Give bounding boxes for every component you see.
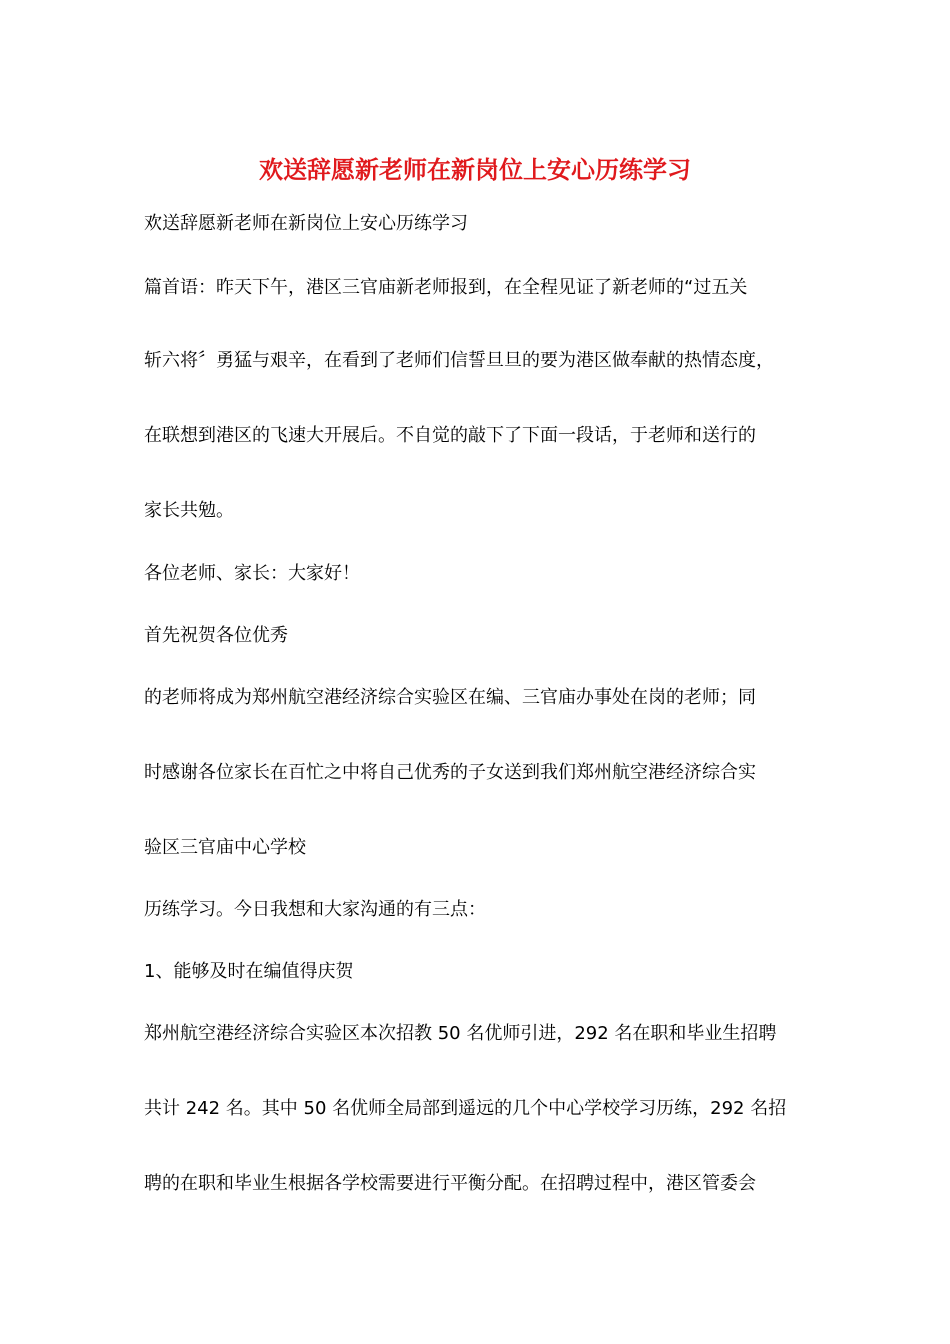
document-title: 欢送辞愿新老师在新岗位上安心历练学习 xyxy=(259,156,691,184)
text-line: 聘的在职和毕业生根据各学校需要进行平衡分配。在招聘过程中，港区管委会 xyxy=(144,1173,756,1194)
text-line: 共计 242 名。其中 50 名优师全局部到遥远的几个中心学校学习历练，292 名招 xyxy=(144,1098,787,1119)
text-line: 郑州航空港经济综合实验区本次招教 50 名优师引进，292 名在职和毕业生招聘 xyxy=(144,1023,777,1044)
text-line: 的老师将成为郑州航空港经济综合实验区在编、三官庙办事处在岗的老师；同 xyxy=(144,687,756,708)
subtitle-line: 欢送辞愿新老师在新岗位上安心历练学习 xyxy=(144,213,468,234)
text-line: 时感谢各位家长在百忙之中将自己优秀的子女送到我们郑州航空港经济综合实 xyxy=(144,762,756,783)
text-line: 首先祝贺各位优秀 xyxy=(144,625,288,646)
text-line: 验区三官庙中心学校 xyxy=(144,837,306,858)
text-line: 在联想到港区的飞速大开展后。不自觉的敲下了下面一段话，于老师和送行的 xyxy=(144,425,756,446)
text-line: 家长共勉。 xyxy=(144,500,234,521)
text-line: 历练学习。今日我想和大家沟通的有三点： xyxy=(144,899,486,920)
text-line: 斩六将〞勇猛与艰辛，在看到了老师们信誓旦旦的要为港区做奉献的热情态度， xyxy=(144,350,774,371)
text-line: 各位老师、家长：大家好！ xyxy=(144,563,360,584)
text-line: 篇首语：昨天下午，港区三官庙新老师报到，在全程见证了新老师的“过五关 xyxy=(144,277,748,298)
numbered-heading: 1、能够及时在编值得庆贺 xyxy=(144,961,354,982)
